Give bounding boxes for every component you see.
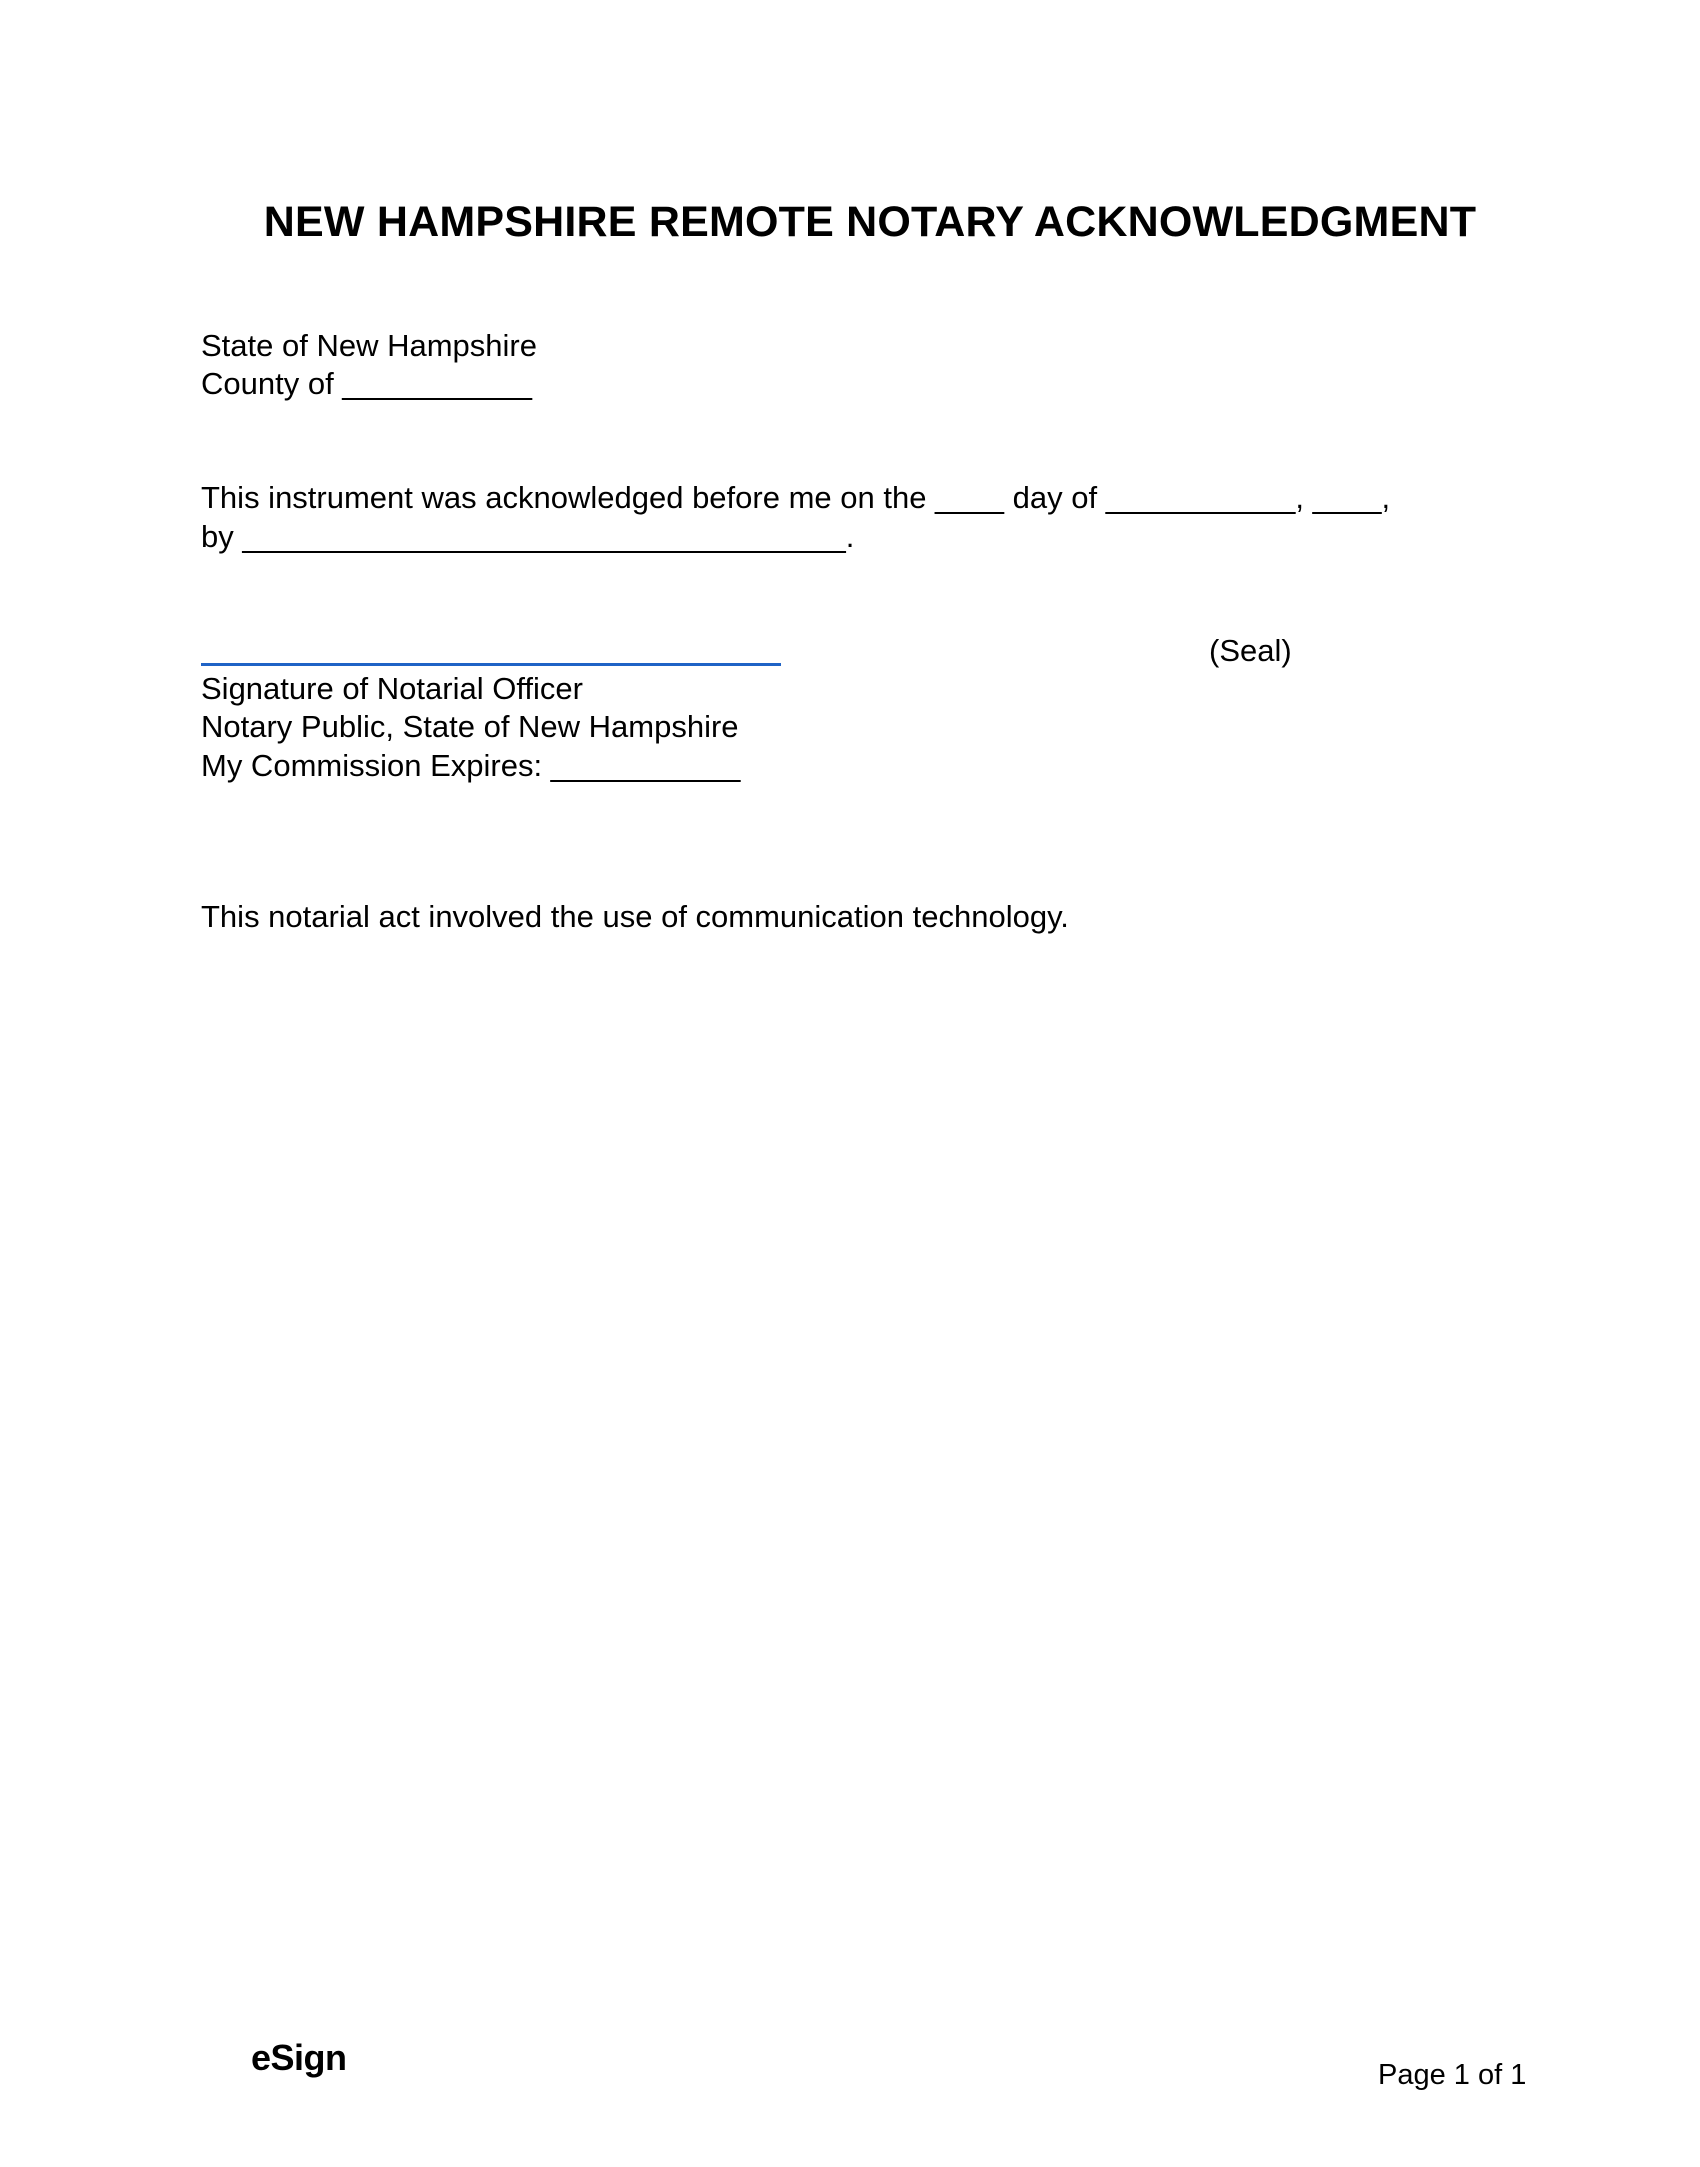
technology-statement: This notarial act involved the use of communication technology.: [201, 899, 1069, 934]
state-line: State of New Hampshire: [201, 328, 537, 363]
acknowledgment-line-1: This instrument was acknowledged before me on the ____ day of ___________, ____,: [201, 480, 1391, 515]
notary-label: Notary Public, State of New Hampshire: [201, 709, 739, 744]
county-line: County of ___________: [201, 366, 532, 401]
esign-logo: eSign: [251, 2037, 347, 2078]
page-number: Page 1 of 1: [1378, 2059, 1527, 2091]
signature-label: Signature of Notarial Officer: [201, 671, 583, 706]
acknowledgment-line-2: by ___________________________________.: [201, 519, 855, 554]
signature-line: [201, 663, 781, 666]
commission-expires-line: My Commission Expires: ___________: [201, 748, 741, 783]
document-title: NEW HAMPSHIRE REMOTE NOTARY ACKNOWLEDGMENT: [263, 198, 1477, 246]
seal-label: (Seal): [1209, 633, 1292, 668]
